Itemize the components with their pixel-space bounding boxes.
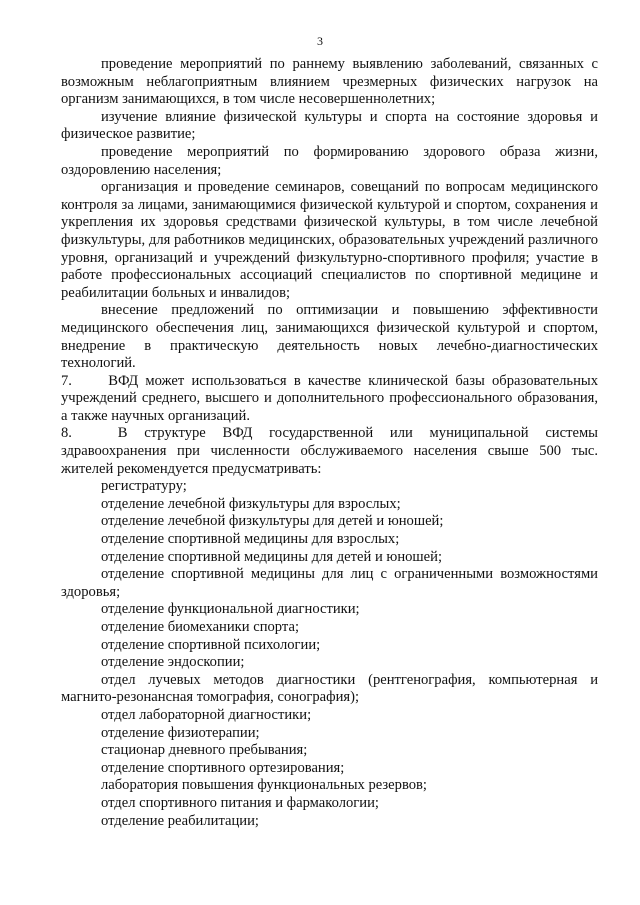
list-item: отделение спортивной медицины для детей и юношей; — [101, 548, 443, 565]
item-7-text: ВФД может использоваться в качестве клинической базы образовательных учреждений среднего, высшего и дополнительного профессионального образования, а также научных организаций. — [61, 372, 598, 424]
paragraph: проведение мероприятий по формированию здорового образа жизни, оздоровлению населения; — [61, 143, 598, 178]
item-7-number: 7. — [61, 372, 72, 389]
list-item: отделение эндоскопии; — [101, 654, 245, 671]
paragraph: организация и проведение семинаров, совещаний по вопросам медицинского контроля за лицами, занимающимися физической культурой и спортом, сохранения и укрепления их здоровья средствами физической культуры, в том числе лечебной физкультуры, для работников медицинских, образовательных учреждений различного уровня, организаций и учреждений физкультурно-спортивного профиля; участие в работе профессиональных ассоциаций специалистов по спортивной медицине и реабилитации больных и инвалидов; — [61, 179, 598, 301]
item-8 — [61, 425, 598, 478]
paragraph: изучение влияние физической культуры и спорта на состояние здоровья и физическое развитие; — [61, 108, 598, 143]
list-item: отделение спортивного ортезирования; — [101, 759, 345, 776]
list-item: отделение физиотерапии; — [101, 724, 260, 741]
list-item: отделение лечебной физкультуры для детей и юношей; — [101, 513, 444, 530]
list-item: регистратуру; — [101, 478, 187, 495]
paragraph: проведение мероприятий по раннему выявлению заболеваний, связанных с возможным неблагоприятным влиянием чрезмерных физических нагрузок на организм занимающихся, в том числе несовершеннолетних; — [61, 56, 598, 108]
list-item: отдел лучевых методов диагностики (рентгенография, компьютерная и магнито-резонансная томография, сонография); — [61, 671, 598, 706]
list-item: отделение лечебной физкультуры для взрослых; — [101, 495, 401, 512]
list-item: отделение реабилитации; — [101, 812, 259, 829]
list-item: отделение спортивной психологии; — [101, 636, 321, 653]
paragraph: внесение предложений по оптимизации и повышению эффективности медицинского обеспечения лиц, занимающихся физической культурой и спортом, внедрение в практическую деятельность новых лечебно-диагностических технологий. — [61, 302, 598, 372]
document-body — [61, 56, 598, 830]
list-item: отделение спортивной медицины для взрослых; — [101, 531, 400, 548]
list-item: отдел лабораторной диагностики; — [101, 706, 312, 723]
item-7 — [61, 373, 598, 426]
list-item: отдел спортивного питания и фармакологии; — [101, 794, 379, 811]
list-item: отделение биомеханики спорта; — [101, 619, 299, 635]
list-item: лаборатория повышения функциональных резервов; — [101, 777, 427, 794]
item-8-text: В структуре ВФД государственной или муниципальной системы здравоохранения при численности обслуживаемого населения свыше 500 тыс. жителей рекомендуется предусматривать: — [61, 425, 598, 477]
list-item: отделение спортивной медицины для лиц с ограниченными возможностями здоровья; — [61, 566, 598, 600]
list-item: стационар дневного пребывания; — [101, 742, 308, 759]
list-item: отделение функциональной диагностики; — [101, 601, 360, 618]
item-8-number: 8. — [61, 425, 72, 442]
page-number: 3 — [317, 34, 323, 48]
